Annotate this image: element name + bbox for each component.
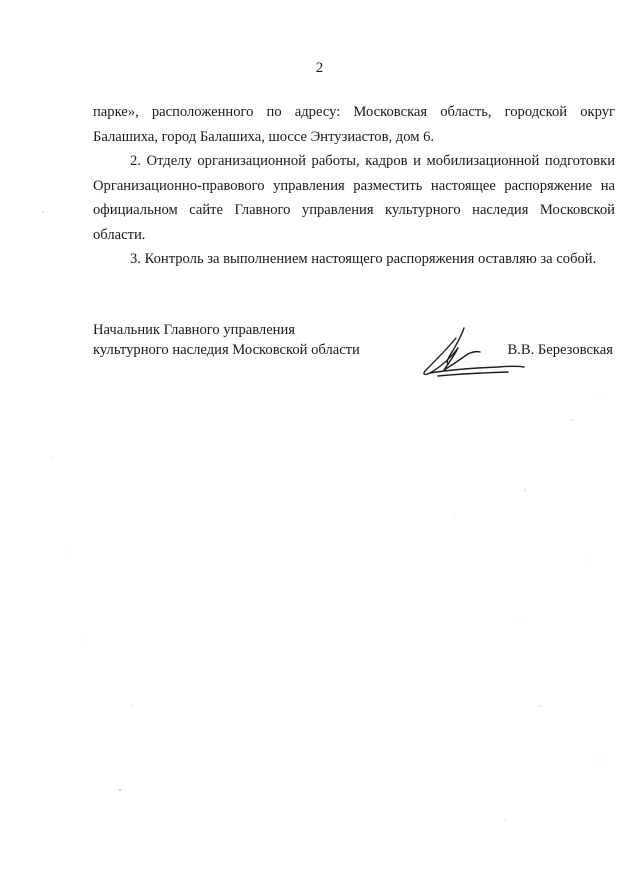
signatory-position-line-2: культурного наследия Московской области <box>93 342 360 358</box>
paragraph-continuation: парке», расположенного по адресу: Московская область, городской округ Балашиха, город Балашиха, шоссе Энтузиастов, дом 6. <box>93 104 615 145</box>
paragraph-item-2: 2. Отделу организационной работы, кадров и мобилизационной подготовки Организационно-правового управления разместить настоящее распоряжение на официальном сайте Главного управления культурного наследия Московской области. <box>93 153 615 243</box>
signatory-position <box>93 320 360 360</box>
paragraph-item-3: 3. Контроль за выполнением настоящего распоряжения оставляю за собой. <box>130 251 597 267</box>
signatory-position-line-1: Начальник Главного управления <box>93 322 296 338</box>
document-body <box>93 100 615 272</box>
signatory-name: В.В. Березовская <box>507 342 613 358</box>
page-number: 2 <box>315 60 324 76</box>
